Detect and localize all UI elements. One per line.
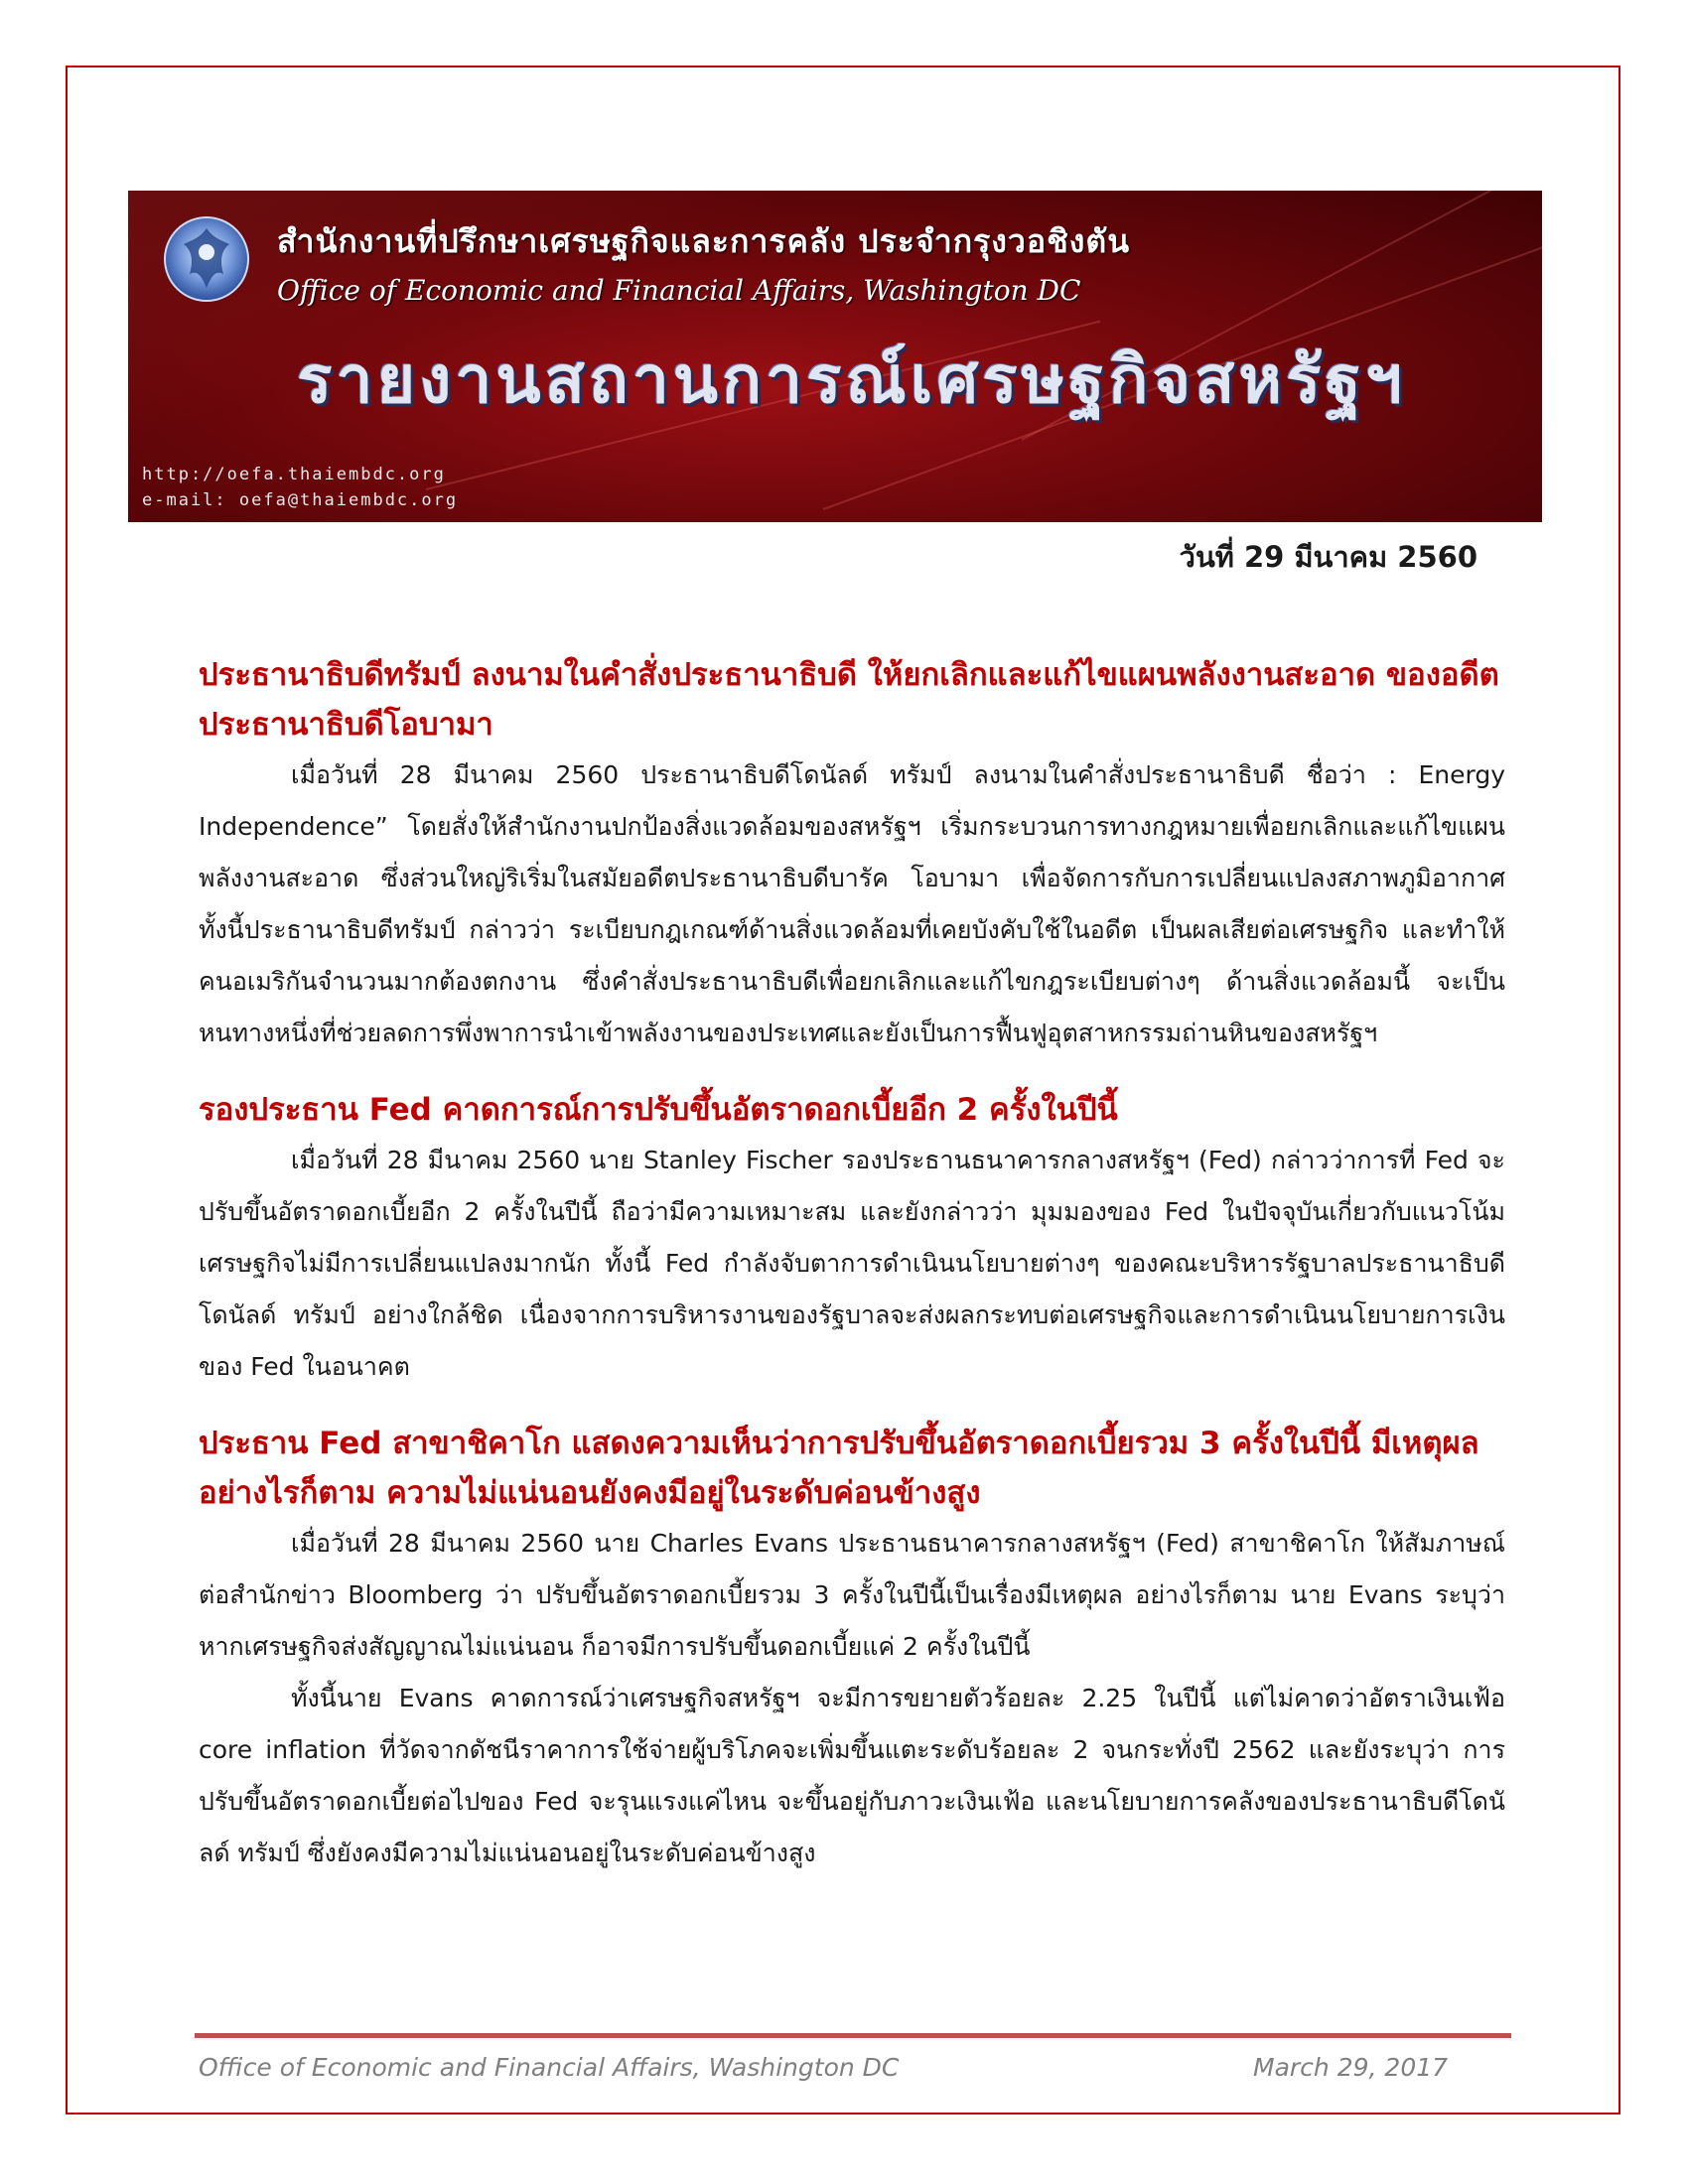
report-title: รายงานสถานการณ์เศรษฐกิจสหรัฐฯ	[297, 341, 1406, 418]
article-clean-power-plan	[199, 650, 1505, 1059]
agency-english-name: Office of Economic and Financial Affairs, Washington DC	[277, 274, 1081, 307]
article-headline: รองประธาน Fed คาดการณ์การปรับขึ้นอัตราดอกเบี้ยอีก 2 ครั้งในปีนี้	[199, 1092, 1118, 1128]
email-link[interactable]: e-mail: oefa@thaiembdc.org	[142, 490, 459, 510]
footer-office: Office of Economic and Financial Affairs, Washington DC	[199, 2053, 900, 2082]
article-fed-vice-chair	[199, 1085, 1505, 1393]
article-paragraph: เมื่อวันที่ 28 มีนาคม 2560 นาย Stanley Fischer รองประธานธนาคารกลางสหรัฐฯ (Fed) กล่าวว่าการที่ Fed จะปรับขึ้นอัตราดอกเบี้ยอีก 2 ครั้งในปีนี้ ถือว่ามีความเหมาะสม และยังกล่าวว่า มุมมองของ Fed ในปัจจุบันเกี่ยวกับแนวโน้มเศรษฐกิจไม่มีการเปลี่ยนแปลงมากนัก ทั้งนี้ Fed กำลังจับตาการดำเนินนโยบายต่างๆ ของคณะบริหารรัฐบาลประธานาธิบดีโดนัลด์ ทรัมป์ อย่างใกล้ชิด เนื่องจากการบริหารงานของรัฐบาลจะส่งผลกระทบต่อเศรษฐกิจและการดำเนินนโยบายการเงินของ Fed ในอนาคต	[199, 1146, 1505, 1381]
article-headline: ประธาน Fed สาขาชิคาโก แสดงความเห็นว่าการปรับขึ้นอัตราดอกเบี้ยรวม 3 ครั้งในปีนี้ มีเหตุผล อย่างไรก็ตาม ความไม่แน่นอนยังคงมีอยู่ในระดับค่อนข้างสูง	[199, 1426, 1479, 1511]
article-paragraph: เมื่อวันที่ 28 มีนาคม 2560 นาย Charles Evans ประธานธนาคารกลางสหรัฐฯ (Fed) สาขาชิคาโก ให้สัมภาษณ์ต่อสำนักข่าว Bloomberg ว่า ปรับขึ้นอัตราดอกเบี้ยรวม 3 ครั้งในปีนี้เป็นเรื่องมีเหตุผล อย่างไรก็ตาม นาย Evans ระบุว่า หากเศรษฐกิจส่งสัญญาณไม่แน่นอน ก็อาจมีการปรับขึ้นดอกเบี้ยแค่ 2 ครั้งในปีนี้	[199, 1529, 1505, 1661]
article-paragraph: เมื่อวันที่ 28 มีนาคม 2560 ประธานาธิบดีโดนัลด์ ทรัมป์ ลงนามในคำสั่งประธานาธิบดี ชื่อว่า : Energy Independence” โดยสั่งให้สำนักงานปกป้องสิ่งแวดล้อมของสหรัฐฯ เริ่มกระบวนการทางกฎหมายเพื่อยกเลิกและแก้ไขแผนพลังงานสะอาด ซึ่งส่วนใหญ่ริเริ่มในสมัยอดีตประธานาธิบดีบารัค โอบามา เพื่อจัดการกับการเปลี่ยนแปลงสภาพภูมิอากาศ ทั้งนี้ประธานาธิบดีทรัมป์ กล่าวว่า ระเบียบกฎเกณฑ์ด้านสิ่งแวดล้อมที่เคยบังคับใช้ในอดีต เป็นผลเสียต่อเศรษฐกิจ และทำให้คนอเมริกันจำนวนมากต้องตกงาน ซึ่งคำสั่งประธานาธิบดีเพื่อยกเลิกและแก้ไขกฎระเบียบต่างๆ ด้านสิ่งแวดล้อมนี้ จะเป็นหนทางหนึ่งที่ช่วยลดการพึ่งพาการนำเข้าพลังงานของประเทศและยังเป็นการฟื้นฟูอุตสาหกรรมถ่านหินของสหรัฐฯ	[199, 760, 1505, 1047]
footer-date: March 29, 2017	[1253, 2053, 1449, 2082]
agency-thai-name: สำนักงานที่ปรึกษาเศรษฐกิจและการคลัง ประจำกรุงวอชิงตัน	[277, 222, 1131, 260]
website-link[interactable]: http://oefa.thaiembdc.org	[142, 465, 446, 484]
article-paragraph: ทั้งนี้นาย Evans คาดการณ์ว่าเศรษฐกิจสหรัฐฯ จะมีการขยายตัวร้อยละ 2.25 ในปีนี้ แต่ไม่คาดว่าอัตราเงินเฟ้อ core inflation ที่วัดจากดัชนีราคาการใช้จ่ายผู้บริโภคจะเพิ่มขึ้นแตะระดับร้อยละ 2 จนกระทั่งปี 2562 และยังระบุว่า การปรับขึ้นอัตราดอกเบี้ยต่อไปของ Fed จะรุนแรงแค่ไหน จะขึ้นอยู่กับภาวะเงินเฟ้อ และนโยบายการคลังของประธานาธิบดีโดนัลด์ ทรัมป์ ซึ่งยังคงมีความไม่แน่นอนอยู่ในระดับค่อนข้างสูง	[199, 1684, 1505, 1867]
article-chicago-fed	[199, 1419, 1505, 1879]
header-banner	[128, 191, 1542, 522]
footer-divider	[195, 2033, 1511, 2038]
garuda-seal-icon	[162, 214, 251, 304]
article-body	[199, 650, 1505, 1879]
report-date: วันที่ 29 มีนาคม 2560	[1179, 540, 1477, 574]
article-headline: ประธานาธิบดีทรัมป์ ลงนามในคำสั่งประธานาธิบดี ให้ยกเลิกและแก้ไขแผนพลังงานสะอาด ของอดีตประธานาธิบดีโอบามา	[199, 657, 1499, 743]
